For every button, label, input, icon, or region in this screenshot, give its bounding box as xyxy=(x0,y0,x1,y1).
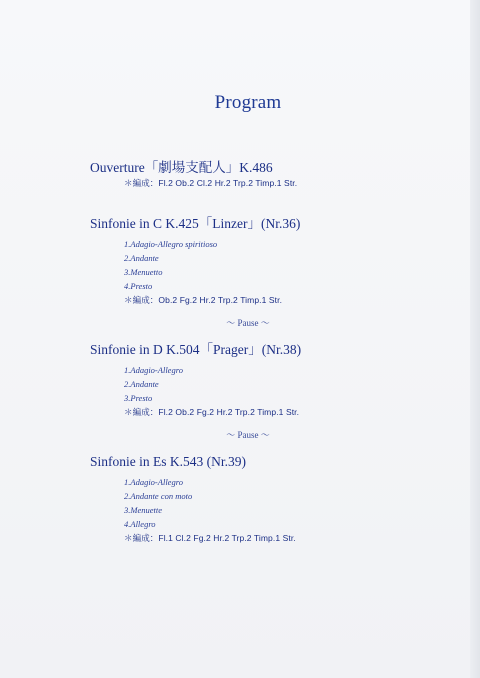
movement-item: 3.Menuetto xyxy=(124,267,163,277)
pause-label: ～ Pause ～ xyxy=(226,430,270,440)
piece-prager xyxy=(90,342,301,419)
movement-item: 2.Andante xyxy=(124,379,159,389)
movement-item: 4.Presto xyxy=(124,281,153,291)
piece-sinfonie-es xyxy=(90,454,296,545)
piece-title: Sinfonie in Es K.543 (Nr.39) xyxy=(90,454,246,469)
piece-title: Sinfonie in C K.425「Linzer」(Nr.36) xyxy=(90,216,301,231)
instrumentation: ＊編成：Fl.2 Ob.2 Cl.2 Hr.2 Trp.2 Timp.1 Str. xyxy=(124,178,298,188)
movement-item: 3.Presto xyxy=(124,393,153,403)
instrumentation: ＊編成：Fl.2 Ob.2 Fg.2 Hr.2 Trp.2 Timp.1 Str. xyxy=(124,407,300,417)
instrumentation: ＊編成：Fl.1 Cl.2 Fg.2 Hr.2 Trp.2 Timp.1 Str. xyxy=(124,533,296,543)
movement-item: 1.Adagio-Allegro xyxy=(124,477,183,487)
instrumentation: ＊編成：Ob.2 Fg.2 Hr.2 Trp.2 Timp.1 Str. xyxy=(124,295,283,305)
movement-item: 1.Adagio-Allegro xyxy=(124,365,183,375)
piece-linzer xyxy=(90,216,300,307)
movement-item: 2.Andante con moto xyxy=(124,491,193,501)
pause-label: ～ Pause ～ xyxy=(226,318,270,328)
piece-title: Sinfonie in D K.504「Prager」(Nr.38) xyxy=(90,342,302,357)
movement-item: 2.Andante xyxy=(124,253,159,263)
piece-ouverture xyxy=(90,160,297,190)
movement-list xyxy=(90,237,300,293)
movement-list xyxy=(90,363,301,405)
movement-item: 4.Allegro xyxy=(124,519,156,529)
program-title: Program xyxy=(214,92,282,113)
movement-item: 3.Menuette xyxy=(124,505,162,515)
movement-item: 1.Adagio-Allegro spiritioso xyxy=(124,239,218,249)
piece-title: Ouverture「劇場支配人」K.486 xyxy=(90,160,273,175)
movement-list xyxy=(90,475,296,531)
